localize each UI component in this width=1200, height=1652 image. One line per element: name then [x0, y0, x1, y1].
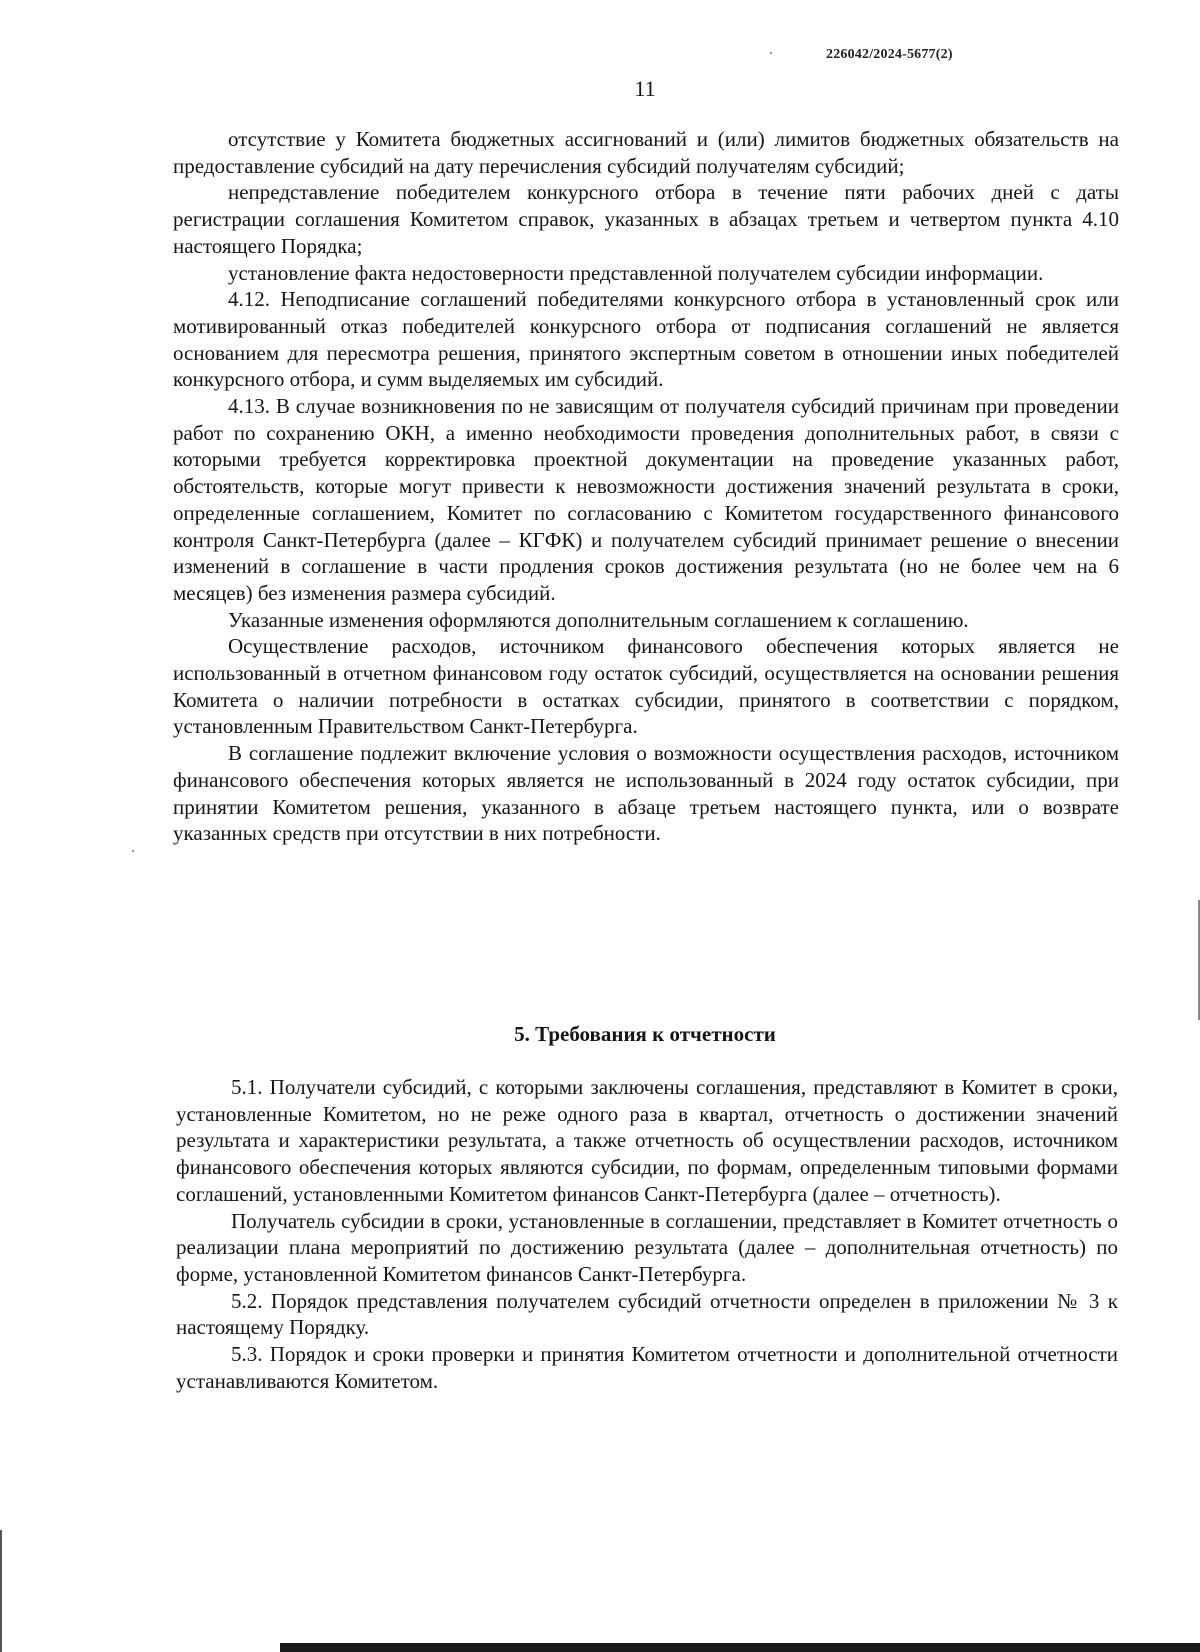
paragraph-5-3: 5.3. Порядок и сроки проверки и принятия Комитетом отчетности и дополнительной отчетности устанавливаются Комитетом. — [176, 1342, 1118, 1393]
paragraph-5-1: 5.1. Получатели субсидий, с которыми заключены соглашения, представляют в Комитет в сроки, установленные Комитетом, но не реже одного раза в квартал, отчетность о достижении значений результата и характеристики результата, а также отчетность об осуществлении расходов, источником финансового обеспечения которых являются субсидии, по формам, определенным типовыми формами соглашений, установленными Комитетом финансов Санкт-Петербурга (далее – отчетность). — [176, 1075, 1118, 1206]
paragraph-5-2: 5.2. Порядок представления получателем субсидий отчетности определен в приложении № 3 к настоящему Порядку. — [176, 1288, 1118, 1340]
paragraph-4-12: 4.12. Неподписание соглашений победителями конкурсного отбора в установленный срок или мотивированный отказ победителей конкурсного отбора от подписания соглашений не является основанием для пересмотра решения, принятого экспертным советом в отношении иных победителей конкурсного отбора, и сумм выделяемых им субсидий. — [173, 287, 1119, 392]
paragraph: Получатель субсидии в сроки, установленные в соглашении, представляет в Комитет отчетность о реализации плана мероприятий по достижению результата (далее – дополнительная отчетность) по форме, установленной Комитетом финансов Санкт-Петербурга. — [176, 1208, 1118, 1286]
paragraph: Указанные изменения оформляются дополнительным соглашением к соглашению. — [228, 607, 969, 632]
page-number: 11 — [634, 76, 656, 101]
paragraph: установление факта недостоверности представленной получателем субсидии информации. — [228, 260, 1044, 285]
scan-border-left — [0, 1530, 2, 1652]
scan-speck — [132, 850, 134, 852]
scan-speck — [770, 52, 772, 54]
section-heading: 5. Требования к отчетности — [514, 1022, 776, 1046]
document-registration-number: 226042/2024-5677(2) — [826, 47, 953, 62]
paragraph: отсутствие у Комитета бюджетных ассигнований и (или) лимитов бюджетных обязательств на предоставление субсидий на дату перечисления субсидий получателям субсидий; — [173, 127, 1119, 178]
paragraph: Осуществление расходов, источником финансового обеспечения которых является не использованный в отчетном финансовом году остаток субсидий, осуществляется на основании решения Комитета о наличии потребности в остатках субсидии, принятого в соответствии с порядком, установленным Правительством Санкт-Петербурга. — [173, 634, 1119, 739]
document-body-top — [173, 126, 1119, 847]
paragraph: непредставление победителем конкурсного отбора в течение пяти рабочих дней с даты регистрации соглашения Комитетом справок, указанных в абзацах третьем и четвертом пункта 4.10 настоящего Порядка; — [173, 180, 1119, 258]
paragraph: В соглашение подлежит включение условия о возможности осуществления расходов, источником финансового обеспечения которых является не использованный в 2024 году остаток субсидии, при принятии Комитетом решения, указанного в абзаце третьем настоящего пункта, или о возврате указанных средств при отсутствии в них потребности. — [173, 741, 1119, 846]
scan-border-bottom — [280, 1643, 1200, 1652]
paragraph-4-13: 4.13. В случае возникновения по не зависящим от получателя субсидий причинам при проведении работ по сохранению ОКН, а именно необходимости проведения дополнительных работ, в связи с которыми требуется корректировка проектной документации на проведение указанных работ, обстоятельств, которые могут привести к невозможности достижения значений результата в сроки, определенные соглашением, Комитет по согласованию с Комитетом государственного финансового контроля Санкт-Петербурга (далее – КГФК) и получателем субсидий принимает решение о внесении изменений в соглашение в части продления сроков достижения результата (но не более чем на 6 месяцев) без изменения размера субсидий. — [173, 394, 1119, 605]
document-body-section-5 — [176, 1074, 1118, 1394]
